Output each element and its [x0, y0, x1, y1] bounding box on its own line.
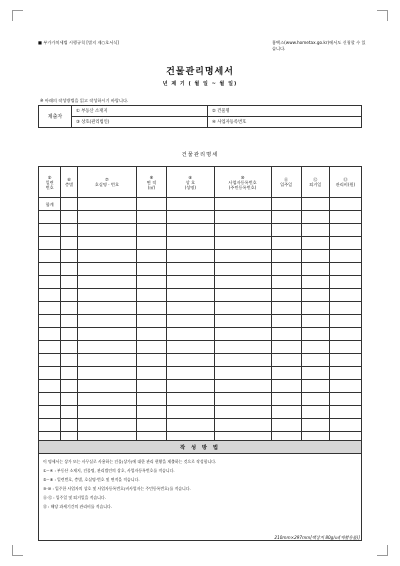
ledger-cell[interactable]	[39, 224, 61, 237]
ledger-cell[interactable]	[77, 224, 136, 237]
ledger-cell[interactable]	[329, 419, 361, 432]
ledger-cell[interactable]	[214, 380, 271, 393]
ledger-cell[interactable]	[167, 367, 214, 380]
ledger-cell[interactable]	[214, 302, 271, 315]
ledger-cell[interactable]	[329, 237, 361, 250]
ledger-cell[interactable]	[61, 211, 78, 224]
ledger-cell[interactable]	[329, 328, 361, 341]
ledger-cell[interactable]	[329, 211, 361, 224]
ledger-cell[interactable]	[214, 198, 271, 211]
table-row	[39, 263, 362, 276]
ledger-cell[interactable]	[61, 406, 78, 419]
ledger-cell[interactable]	[61, 224, 78, 237]
table-row	[39, 289, 362, 302]
table-row	[39, 315, 362, 328]
ledger-cell[interactable]	[301, 328, 329, 341]
ledger-cell[interactable]	[167, 211, 214, 224]
table-row	[39, 328, 362, 341]
ledger-cell[interactable]	[61, 367, 78, 380]
column-label: 호실명 · 번호	[94, 182, 119, 187]
ledger-cell[interactable]	[301, 393, 329, 406]
ledger-cell[interactable]	[301, 419, 329, 432]
guide-table	[38, 440, 362, 541]
ledger-cell[interactable]	[61, 315, 78, 328]
ledger-cell[interactable]	[39, 250, 61, 263]
ledger-cell[interactable]	[77, 393, 136, 406]
ledger-cell[interactable]	[136, 315, 166, 328]
ledger-cell[interactable]	[167, 276, 214, 289]
ledger-cell[interactable]	[39, 289, 61, 302]
column-header	[271, 167, 301, 198]
ledger-cell[interactable]	[77, 419, 136, 432]
tax-period: 년 제 기 ( 월 일 ~ 월 일)	[162, 81, 238, 87]
ledger-cell[interactable]	[61, 237, 78, 250]
ledger-cell[interactable]	[136, 289, 166, 302]
ledger-cell[interactable]	[39, 237, 61, 250]
ledger-cell[interactable]	[167, 341, 214, 354]
instructions-notice: ※ 아래의 작성방법을 읽고 작성하시기 바랍니다.	[40, 98, 129, 103]
column-number: ⑦	[105, 177, 109, 182]
table-row	[39, 237, 362, 250]
ledger-cell[interactable]	[214, 406, 271, 419]
ledger-cell[interactable]	[214, 328, 271, 341]
ledger-cell[interactable]	[329, 250, 361, 263]
ledger-cell[interactable]	[301, 276, 329, 289]
ledger-cell[interactable]	[301, 224, 329, 237]
ledger-cell[interactable]	[77, 328, 136, 341]
ledger-cell[interactable]	[271, 406, 301, 419]
ledger-cell[interactable]	[136, 276, 166, 289]
ledger-cell[interactable]	[61, 380, 78, 393]
ledger-cell[interactable]	[77, 354, 136, 367]
form-header-note: 홈택스(www.hometax.go.kr)에서도 신청할 수 있습니다.	[272, 40, 366, 51]
ledger-cell[interactable]	[271, 237, 301, 250]
ledger-cell[interactable]	[329, 302, 361, 315]
ledger-cell[interactable]	[301, 289, 329, 302]
table-row	[39, 250, 362, 263]
ledger-cell[interactable]	[61, 198, 78, 211]
ledger-cell[interactable]	[329, 315, 361, 328]
ledger-cell[interactable]	[271, 341, 301, 354]
ledger-cell[interactable]	[61, 289, 78, 302]
crop-mark	[377, 10, 388, 21]
ledger-cell[interactable]	[77, 315, 136, 328]
ledger-cell[interactable]	[329, 289, 361, 302]
crop-mark	[377, 545, 388, 556]
ledger-cell[interactable]	[77, 276, 136, 289]
ledger-cell[interactable]	[77, 289, 136, 302]
ledger-cell[interactable]	[136, 419, 166, 432]
ledger-cell[interactable]	[301, 263, 329, 276]
column-label: 사업자등록번호 (주민등록번호)	[228, 179, 257, 190]
ledger-cell[interactable]	[271, 224, 301, 237]
column-number: ⑥	[67, 177, 71, 182]
ledger-cell[interactable]	[214, 237, 271, 250]
column-label: 퇴거일	[309, 182, 322, 187]
ledger-cell[interactable]	[214, 341, 271, 354]
ledger-cell[interactable]	[167, 315, 214, 328]
ledger-cell[interactable]	[301, 250, 329, 263]
ledger-cell[interactable]	[214, 367, 271, 380]
table-row	[39, 354, 362, 367]
column-label: 상 호 (성명)	[184, 179, 196, 190]
guide-title: 작 성 방 법	[39, 441, 362, 454]
ledger-cell[interactable]	[167, 237, 214, 250]
table-row	[39, 419, 362, 432]
ledger-cell[interactable]	[136, 237, 166, 250]
ledger-cell[interactable]	[329, 224, 361, 237]
ledger-cell[interactable]	[214, 211, 271, 224]
table-row	[39, 367, 362, 380]
ledger-cell[interactable]	[301, 380, 329, 393]
ledger-cell[interactable]	[77, 211, 136, 224]
ledger-cell[interactable]	[271, 393, 301, 406]
ledger-cell[interactable]	[301, 302, 329, 315]
ledger-cell[interactable]	[214, 354, 271, 367]
crop-mark	[12, 10, 23, 21]
ledger-cell[interactable]	[214, 419, 271, 432]
total-row	[39, 198, 362, 211]
column-header	[329, 167, 361, 198]
ledger-cell[interactable]	[167, 302, 214, 315]
guide-body	[39, 454, 362, 541]
ledger-cell[interactable]	[329, 393, 361, 406]
ledger-header-row	[39, 167, 362, 198]
ledger-cell[interactable]	[61, 393, 78, 406]
ledger-cell[interactable]	[39, 328, 61, 341]
ledger-cell[interactable]	[136, 406, 166, 419]
ledger-cell[interactable]	[301, 354, 329, 367]
ledger-cell[interactable]	[329, 380, 361, 393]
ledger-cell[interactable]	[271, 367, 301, 380]
ledger-cell[interactable]	[61, 354, 78, 367]
ledger-cell[interactable]	[271, 198, 301, 211]
column-header	[167, 167, 214, 198]
ledger-cell[interactable]	[301, 198, 329, 211]
column-header	[136, 167, 166, 198]
ledger-cell[interactable]	[136, 250, 166, 263]
ledger-cell[interactable]	[167, 419, 214, 432]
ledger-cell[interactable]	[214, 250, 271, 263]
ledger-cell[interactable]	[136, 198, 166, 211]
ledger-cell[interactable]	[167, 250, 214, 263]
ledger-cell[interactable]	[136, 211, 166, 224]
column-label: 입주일	[280, 182, 293, 187]
ledger-cell[interactable]	[136, 393, 166, 406]
column-header	[301, 167, 329, 198]
ledger-cell[interactable]	[329, 198, 361, 211]
ledger-cell[interactable]	[329, 341, 361, 354]
table-row	[39, 224, 362, 237]
ledger-cell[interactable]	[136, 367, 166, 380]
column-label: 면 적 (㎡)	[146, 179, 157, 190]
guide-line: ⑪·⑫ : 입주일 및 퇴거일을 적습니다.	[43, 495, 106, 500]
ledger-cell[interactable]	[271, 211, 301, 224]
form-header-reference: ■ 부가가치세법 시행규칙 [별지 제○호서식]	[38, 40, 119, 45]
column-number: ⑬	[343, 177, 348, 182]
filer-label: 제출자	[39, 106, 72, 128]
ledger-cell[interactable]	[39, 302, 61, 315]
table-row	[39, 211, 362, 224]
ledger-cell[interactable]	[39, 315, 61, 328]
ledger-cell[interactable]	[329, 406, 361, 419]
ledger-cell[interactable]	[271, 328, 301, 341]
ledger-cell[interactable]	[77, 263, 136, 276]
ledger-cell[interactable]	[39, 211, 61, 224]
paper-spec: 210mm×297mm[백상지 80g/㎡(재활용품)]	[274, 535, 360, 540]
ledger-cell[interactable]	[271, 302, 301, 315]
ledger-cell[interactable]	[77, 367, 136, 380]
ledger-cell[interactable]	[329, 263, 361, 276]
ledger-cell[interactable]	[271, 380, 301, 393]
ledger-cell[interactable]	[271, 289, 301, 302]
ledger-cell[interactable]	[39, 406, 61, 419]
ledger-cell[interactable]	[136, 354, 166, 367]
ledger-cell[interactable]	[61, 263, 78, 276]
guide-line: ⑤~⑧ : 일련번호, 층별, 호실명·번호 및 면적을 적습니다.	[43, 477, 140, 482]
column-header	[61, 167, 78, 198]
guide-line: 이 명세서는 상가 또는 사무실로 사용하는 건물(상가)에 대한 관리 현황을 제출하는 것으로 작성합니다.	[43, 459, 217, 464]
ledger-cell[interactable]	[271, 315, 301, 328]
guide-line: ⑬ : 해당 과세기간의 관리비를 적습니다.	[43, 504, 112, 509]
ledger-cell[interactable]	[167, 354, 214, 367]
ledger-cell[interactable]	[39, 354, 61, 367]
ledger-cell[interactable]	[301, 367, 329, 380]
ledger-cell[interactable]	[77, 406, 136, 419]
column-number: ⑧	[149, 174, 154, 180]
guide-line: ①~④ : 부동산 소재지, 건물명, 관리법인의 상호, 사업자등록번호를 적습니다.	[43, 468, 175, 473]
ledger-cell[interactable]	[214, 276, 271, 289]
ledger-cell[interactable]	[61, 302, 78, 315]
table-row	[39, 276, 362, 289]
ledger-cell[interactable]	[271, 276, 301, 289]
business-number-field[interactable]: ④ 사업자등록번호	[208, 117, 362, 128]
ledger-cell[interactable]	[167, 289, 214, 302]
ledger-cell[interactable]	[167, 328, 214, 341]
ledger-cell[interactable]	[39, 341, 61, 354]
ledger-cell[interactable]	[136, 328, 166, 341]
ledger-cell[interactable]	[214, 315, 271, 328]
guide-line: ⑨·⑩ : 입주한 사업자의 상호 및 사업자등록번호(비사업자는 주민등록번호)를 적습니다.	[43, 486, 191, 491]
building-name-field[interactable]: ② 건물명	[208, 106, 362, 117]
column-header	[214, 167, 271, 198]
ledger-cell[interactable]	[214, 393, 271, 406]
ledger-cell[interactable]	[301, 315, 329, 328]
filer-info-table	[38, 105, 362, 128]
section-title: 건물관리명세	[181, 152, 219, 158]
ledger-cell[interactable]	[136, 302, 166, 315]
ledger-cell[interactable]	[167, 198, 214, 211]
ledger-cell[interactable]	[136, 341, 166, 354]
ledger-cell[interactable]	[77, 341, 136, 354]
column-label: 일련 번호	[45, 179, 54, 190]
ledger-cell[interactable]	[136, 224, 166, 237]
ledger-cell[interactable]	[214, 289, 271, 302]
ledger-cell[interactable]	[77, 237, 136, 250]
ledger-cell[interactable]	[77, 302, 136, 315]
table-row	[39, 406, 362, 419]
ledger-cell[interactable]	[214, 263, 271, 276]
ledger-cell[interactable]	[301, 211, 329, 224]
ledger-cell[interactable]	[77, 250, 136, 263]
table-row	[39, 380, 362, 393]
ledger-cell[interactable]	[39, 419, 61, 432]
ledger-cell[interactable]	[271, 354, 301, 367]
ledger-cell[interactable]	[39, 367, 61, 380]
ledger-cell[interactable]	[39, 276, 61, 289]
ledger-cell[interactable]	[167, 406, 214, 419]
column-number: ⑪	[284, 177, 289, 182]
ledger-cell[interactable]	[167, 263, 214, 276]
column-label: 관리비(원)	[335, 182, 356, 187]
table-row	[39, 341, 362, 354]
ledger-cell[interactable]	[61, 276, 78, 289]
ledger-cell[interactable]	[167, 393, 214, 406]
ledger-cell[interactable]	[271, 419, 301, 432]
ledger-cell[interactable]	[77, 198, 136, 211]
ledger-cell[interactable]	[39, 263, 61, 276]
ledger-cell[interactable]	[301, 341, 329, 354]
ledger-cell[interactable]	[214, 224, 271, 237]
ledger-cell[interactable]	[39, 380, 61, 393]
column-number: ⑤	[47, 174, 52, 180]
company-name-field[interactable]: ③ 상호(관리법인)	[72, 117, 208, 128]
ledger-cell[interactable]	[271, 250, 301, 263]
crop-mark	[12, 545, 23, 556]
ledger-cell[interactable]	[329, 276, 361, 289]
ledger-cell[interactable]	[61, 341, 78, 354]
column-label: 층별	[65, 182, 74, 187]
ledger-cell[interactable]	[77, 380, 136, 393]
building-ledger-table	[38, 166, 362, 445]
form-title: 건물관리명세서	[166, 67, 234, 77]
table-row	[39, 393, 362, 406]
column-number: ⑩	[240, 174, 245, 180]
ledger-cell[interactable]	[167, 380, 214, 393]
ledger-cell[interactable]	[167, 224, 214, 237]
column-header	[77, 167, 136, 198]
table-row	[39, 302, 362, 315]
total-label: 합계	[39, 198, 61, 211]
ledger-cell[interactable]	[61, 250, 78, 263]
property-location-field[interactable]: ① 부동산 소재지	[72, 106, 208, 117]
ledger-cell[interactable]	[136, 263, 166, 276]
ledger-cell[interactable]	[61, 328, 78, 341]
column-header	[39, 167, 61, 198]
ledger-cell[interactable]	[329, 354, 361, 367]
ledger-cell[interactable]	[301, 406, 329, 419]
ledger-cell[interactable]	[271, 263, 301, 276]
column-number: ⑫	[313, 177, 318, 182]
ledger-cell[interactable]	[61, 419, 78, 432]
ledger-cell[interactable]	[39, 393, 61, 406]
ledger-cell[interactable]	[136, 380, 166, 393]
ledger-cell[interactable]	[329, 367, 361, 380]
column-number: ⑨	[188, 174, 193, 180]
ledger-cell[interactable]	[301, 237, 329, 250]
